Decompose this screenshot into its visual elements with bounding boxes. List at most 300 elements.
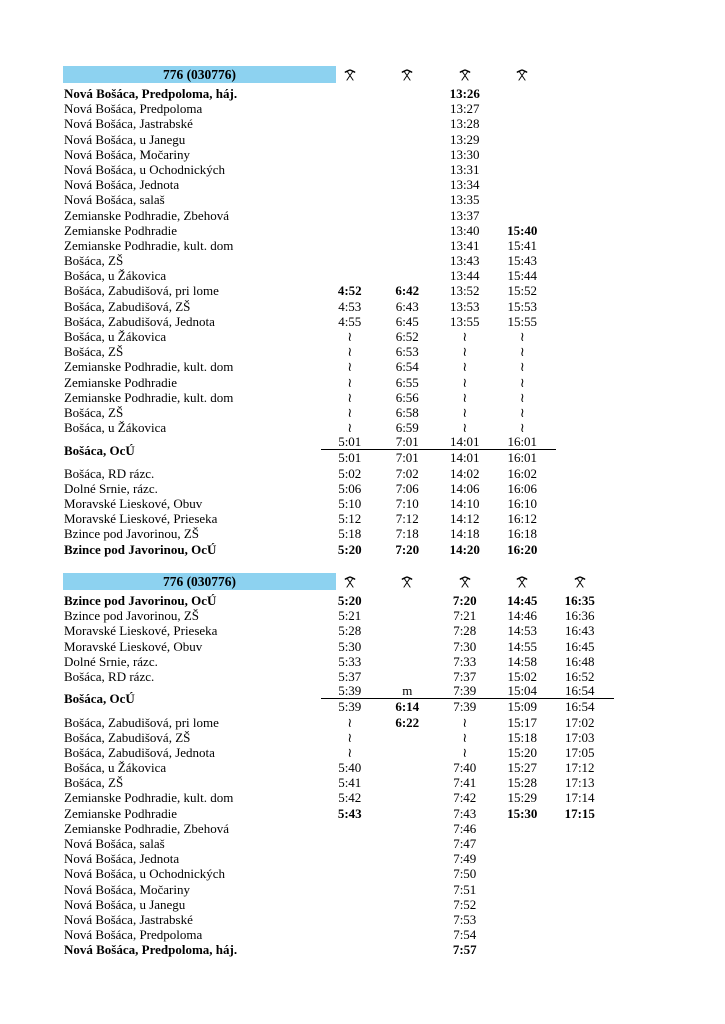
time-cell bbox=[321, 912, 379, 927]
time-cell: 7:06 bbox=[395, 480, 419, 496]
skip-symbol-cell: ≀ bbox=[519, 329, 525, 344]
time-cell: 4:52 bbox=[337, 283, 362, 299]
time-cell bbox=[494, 927, 552, 942]
time-cell bbox=[494, 192, 552, 207]
time-cell bbox=[321, 927, 379, 942]
time-cell: 16:01 bbox=[507, 450, 538, 465]
station-name: Nová Bošáca, Močariny bbox=[64, 146, 190, 162]
time-cell bbox=[551, 927, 609, 942]
timetable-row bbox=[63, 314, 556, 329]
time-cell: 14:12 bbox=[449, 511, 480, 527]
timetable-row bbox=[63, 481, 556, 496]
time-cell bbox=[494, 147, 552, 162]
station-name: Nová Bošáca, u Ochodnických bbox=[64, 161, 226, 177]
time-cell: 13:40 bbox=[449, 222, 480, 238]
station-name: Zemianske Podhradie, Zbehová bbox=[64, 207, 229, 223]
skip-symbol-cell: ≀ bbox=[347, 344, 353, 360]
station-name: Nová Bošáca, salaš bbox=[64, 192, 165, 208]
time-cell: 7:02 bbox=[395, 465, 419, 481]
time-cell: 5:01 bbox=[338, 450, 362, 465]
station-name: Bzince pod Javorinou, ZŠ bbox=[64, 526, 200, 542]
station-name: Nová Bošáca, u Ochodnických bbox=[64, 866, 226, 882]
time-cell: 7:28 bbox=[453, 623, 477, 639]
time-cell: 15:55 bbox=[507, 313, 538, 329]
time-cell bbox=[494, 912, 552, 927]
timetable-row bbox=[63, 162, 556, 177]
time-cell bbox=[379, 192, 437, 207]
time-cell bbox=[379, 775, 437, 790]
time-cell bbox=[379, 730, 437, 745]
station-name: Bošáca, Zabudišová, ZŠ bbox=[64, 729, 191, 745]
time-cell: 13:55 bbox=[449, 313, 480, 329]
skip-symbol-cell: ≀ bbox=[347, 389, 353, 405]
station-name: Bošáca, Zabudišová, Jednota bbox=[64, 744, 215, 760]
time-cell: 7:46 bbox=[453, 820, 477, 836]
skip-symbol-cell: ≀ bbox=[462, 344, 468, 360]
time-cell: 13:43 bbox=[449, 253, 480, 269]
time-cell: 7:51 bbox=[453, 881, 477, 897]
time-cell: 17:02 bbox=[564, 714, 595, 730]
time-cell bbox=[379, 101, 437, 116]
time-cell bbox=[379, 208, 437, 223]
skip-symbol-cell: ≀ bbox=[462, 359, 468, 375]
time-cell bbox=[379, 790, 437, 805]
time-cell bbox=[379, 147, 437, 162]
time-cell: 5:43 bbox=[337, 805, 362, 821]
timetable-row bbox=[63, 375, 556, 390]
station-name: Bošáca, Zabudišová, pri lome bbox=[64, 283, 219, 299]
time-cell bbox=[379, 745, 437, 760]
station-name: Bzince pod Javorinou, OcÚ bbox=[64, 593, 217, 608]
station-name: Bošáca, RD rázc. bbox=[64, 465, 155, 481]
time-cell: 13:29 bbox=[449, 131, 480, 147]
timetable-row bbox=[63, 192, 556, 207]
workdays-icon bbox=[436, 573, 494, 590]
time-cell: 13:31 bbox=[449, 161, 480, 177]
time-cell bbox=[494, 208, 552, 223]
station-name: Nová Bošáca, Jednota bbox=[64, 851, 180, 867]
time-cell bbox=[494, 86, 552, 101]
time-cell bbox=[379, 132, 437, 147]
departure-times-row bbox=[321, 699, 614, 714]
time-cell: 14:06 bbox=[449, 480, 480, 496]
skip-symbol-cell: ≀ bbox=[347, 329, 353, 344]
timetable-row bbox=[63, 466, 556, 481]
time-cell bbox=[494, 942, 552, 957]
time-cell: 13:35 bbox=[449, 192, 480, 208]
time-cell: 7:57 bbox=[452, 942, 477, 958]
time-cell bbox=[494, 851, 552, 866]
time-cell bbox=[551, 866, 609, 881]
arrival-departure-block bbox=[321, 684, 614, 714]
station-name: Bošáca, ZŠ bbox=[64, 253, 124, 269]
timetable-row bbox=[63, 730, 614, 745]
station-name: Nová Bošáca, u Janegu bbox=[64, 131, 186, 147]
time-cell: 5:39 bbox=[338, 698, 362, 714]
time-cell: 7:54 bbox=[453, 927, 477, 943]
time-cell: 13:27 bbox=[449, 101, 480, 117]
time-cell: 7:01 bbox=[395, 450, 419, 465]
timetable-row bbox=[63, 390, 556, 405]
timetable-row bbox=[63, 639, 614, 654]
time-cell: 15:02 bbox=[507, 668, 538, 684]
time-cell bbox=[551, 942, 609, 957]
station-name: Moravské Lieskové, Prieseka bbox=[64, 623, 218, 639]
workdays-icon bbox=[494, 66, 552, 83]
time-cell: 7:53 bbox=[453, 911, 477, 927]
time-cell: 16:35 bbox=[564, 593, 595, 608]
time-cell bbox=[379, 654, 437, 669]
time-cell: 5:02 bbox=[338, 465, 362, 481]
time-cell bbox=[494, 101, 552, 116]
timetable-row bbox=[63, 101, 556, 116]
time-cell: 5:21 bbox=[338, 608, 362, 624]
route-number-label: 776 (030776) bbox=[63, 66, 336, 83]
station-name: Bošáca, u Žákovica bbox=[64, 268, 167, 284]
time-cell bbox=[321, 942, 379, 957]
time-cell: 16:43 bbox=[564, 623, 595, 639]
station-name: Nová Bošáca, Predpoloma bbox=[64, 927, 203, 943]
time-cell bbox=[321, 177, 379, 192]
timetable-row bbox=[63, 715, 614, 730]
time-cell bbox=[379, 760, 437, 775]
timetable-row bbox=[63, 836, 614, 851]
station-name: Moravské Lieskové, Obuv bbox=[64, 638, 203, 654]
time-cell: 6:54 bbox=[395, 359, 419, 375]
time-cell: 7:40 bbox=[453, 760, 477, 776]
time-cell: 15:52 bbox=[507, 283, 538, 299]
time-cell: 13:28 bbox=[449, 116, 480, 132]
skip-symbol-cell: ≀ bbox=[462, 744, 468, 760]
station-name: Nová Bošáca, Jastrabské bbox=[64, 911, 193, 927]
time-cell: 14:46 bbox=[507, 608, 538, 624]
time-cell bbox=[379, 223, 437, 238]
route-header-row bbox=[63, 66, 556, 83]
time-cell bbox=[321, 147, 379, 162]
time-cell: m bbox=[402, 683, 413, 699]
station-name: Bošáca, ZŠ bbox=[64, 344, 124, 360]
station-name: Nová Bošáca, Predpoloma, háj. bbox=[64, 942, 238, 958]
station-name: Nová Bošáca, u Janegu bbox=[64, 896, 186, 912]
time-cell: 7:01 bbox=[395, 434, 419, 450]
timetable-row bbox=[63, 223, 556, 238]
station-name: Bošáca, OcÚ bbox=[64, 691, 135, 707]
timetable-outbound bbox=[63, 66, 556, 557]
departure-times-row bbox=[321, 450, 556, 465]
station-name: Nová Bošáca, salaš bbox=[64, 836, 165, 852]
time-cell: 16:20 bbox=[507, 541, 538, 557]
station-name: Nová Bošáca, Jednota bbox=[64, 177, 180, 193]
time-cell bbox=[379, 86, 437, 101]
time-cell: 17:03 bbox=[564, 729, 595, 745]
skip-symbol-cell: ≀ bbox=[462, 329, 468, 344]
time-cell: 7:21 bbox=[453, 608, 477, 624]
time-cell: 5:42 bbox=[338, 790, 362, 806]
timetable-row bbox=[63, 593, 614, 608]
station-name: Bošáca, ZŠ bbox=[64, 404, 124, 420]
time-cell: 15:40 bbox=[507, 222, 538, 238]
time-cell bbox=[494, 882, 552, 897]
time-cell: 16:06 bbox=[507, 480, 538, 496]
time-cell bbox=[494, 821, 552, 836]
route-number-label: 776 (030776) bbox=[63, 573, 336, 590]
time-cell bbox=[321, 821, 379, 836]
time-cell: 6:42 bbox=[395, 283, 420, 299]
timetable-row bbox=[63, 86, 556, 101]
time-cell bbox=[321, 238, 379, 253]
time-cell bbox=[379, 927, 437, 942]
workdays-icon bbox=[321, 66, 379, 83]
timetable-row bbox=[63, 942, 614, 957]
time-cell: 15:30 bbox=[507, 805, 538, 821]
time-cell: 15:27 bbox=[507, 760, 538, 776]
time-cell: 16:48 bbox=[564, 653, 595, 669]
station-name: Bošáca, Zabudišová, Jednota bbox=[64, 313, 215, 329]
time-cell bbox=[379, 897, 437, 912]
time-cell: 6:56 bbox=[395, 389, 419, 405]
time-cell: 7:18 bbox=[395, 526, 419, 542]
time-cell bbox=[379, 821, 437, 836]
skip-symbol-cell: ≀ bbox=[519, 420, 525, 436]
time-cell: 14:02 bbox=[449, 465, 480, 481]
time-cell: 13:34 bbox=[449, 177, 480, 193]
time-cell: 15:17 bbox=[507, 714, 538, 730]
skip-symbol-cell: ≀ bbox=[347, 359, 353, 375]
time-cell: 5:20 bbox=[337, 541, 362, 557]
skip-symbol-cell: ≀ bbox=[347, 714, 353, 730]
time-cell bbox=[551, 897, 609, 912]
timetable-row bbox=[63, 927, 614, 942]
timetable-row bbox=[63, 511, 556, 526]
time-cell: 17:12 bbox=[564, 760, 595, 776]
time-cell bbox=[551, 821, 609, 836]
time-cell bbox=[551, 882, 609, 897]
time-cell bbox=[379, 836, 437, 851]
time-cell: 16:12 bbox=[507, 511, 538, 527]
time-cell: 4:55 bbox=[338, 313, 362, 329]
time-cell bbox=[321, 882, 379, 897]
time-cell bbox=[379, 268, 437, 283]
timetable-row bbox=[63, 790, 614, 805]
station-name: Bošáca, Zabudišová, pri lome bbox=[64, 714, 219, 730]
skip-symbol-cell: ≀ bbox=[519, 359, 525, 375]
time-cell: 14:20 bbox=[449, 541, 480, 557]
skip-symbol-cell: ≀ bbox=[462, 714, 468, 730]
time-cell: 5:41 bbox=[338, 775, 362, 791]
time-cell: 15:53 bbox=[507, 298, 538, 314]
time-cell: 16:18 bbox=[507, 526, 538, 542]
time-cell: 15:29 bbox=[507, 790, 538, 806]
time-cell bbox=[321, 132, 379, 147]
route-header-row bbox=[63, 573, 614, 590]
timetable-row bbox=[63, 208, 556, 223]
time-cell bbox=[321, 86, 379, 101]
time-cell: 16:54 bbox=[564, 683, 595, 699]
time-cell: 14:01 bbox=[449, 434, 480, 450]
time-cell: 6:59 bbox=[395, 420, 419, 436]
timetable-row bbox=[63, 299, 556, 314]
time-cell bbox=[379, 942, 437, 957]
timetable-row bbox=[63, 268, 556, 283]
time-cell: 4:53 bbox=[338, 298, 362, 314]
timetable-row bbox=[63, 405, 556, 420]
workdays-icon bbox=[379, 66, 437, 83]
timetable-row bbox=[63, 882, 614, 897]
time-cell: 14:18 bbox=[449, 526, 480, 542]
time-cell: 6:58 bbox=[395, 404, 419, 420]
time-cell: 15:09 bbox=[507, 698, 538, 714]
time-cell: 17:15 bbox=[564, 805, 595, 821]
timetable-row bbox=[63, 359, 556, 374]
skip-symbol-cell: ≀ bbox=[347, 729, 353, 745]
time-cell bbox=[321, 116, 379, 131]
skip-symbol-cell: ≀ bbox=[347, 374, 353, 390]
station-name: Moravské Lieskové, Prieseka bbox=[64, 511, 218, 527]
station-name: Nová Bošáca, Predpoloma bbox=[64, 101, 203, 117]
time-cell: 16:02 bbox=[507, 465, 538, 481]
workdays-icon bbox=[436, 66, 494, 83]
time-cell: 7:33 bbox=[453, 653, 477, 669]
timetable-row bbox=[63, 116, 556, 131]
time-cell: 5:40 bbox=[338, 760, 362, 776]
time-cell: 16:45 bbox=[564, 638, 595, 654]
timetable-row bbox=[63, 623, 614, 638]
station-name: Nová Bošáca, Predpoloma, háj. bbox=[64, 86, 238, 101]
skip-symbol-cell: ≀ bbox=[519, 344, 525, 360]
time-cell: 14:58 bbox=[507, 653, 538, 669]
timetable-row bbox=[63, 775, 614, 790]
arrival-times-row bbox=[321, 684, 614, 699]
station-name: Dolné Srnie, rázc. bbox=[64, 653, 158, 669]
time-cell: 7:39 bbox=[453, 698, 477, 714]
station-name: Bošáca, Zabudišová, ZŠ bbox=[64, 298, 191, 314]
timetable-row bbox=[63, 329, 556, 344]
timetable-row bbox=[63, 132, 556, 147]
timetable-row bbox=[63, 821, 614, 836]
time-cell: 13:30 bbox=[449, 146, 480, 162]
time-cell: 7:47 bbox=[453, 836, 477, 852]
timetable-row bbox=[63, 344, 556, 359]
timetable-row bbox=[63, 654, 614, 669]
workdays-icon bbox=[494, 573, 552, 590]
station-name: Zemianske Podhradie bbox=[64, 222, 177, 238]
time-cell: 7:49 bbox=[453, 851, 477, 867]
timetable-row bbox=[63, 147, 556, 162]
time-cell bbox=[379, 912, 437, 927]
station-name: Zemianske Podhradie, kult. dom bbox=[64, 237, 234, 253]
time-cell: 5:30 bbox=[338, 638, 362, 654]
time-cell: 5:37 bbox=[338, 668, 362, 684]
skip-symbol-cell: ≀ bbox=[462, 420, 468, 436]
time-cell bbox=[379, 806, 437, 821]
time-cell: 14:01 bbox=[449, 450, 480, 465]
station-name: Bošáca, u Žákovica bbox=[64, 760, 167, 776]
station-name: Bošáca, u Žákovica bbox=[64, 329, 167, 344]
timetable-row bbox=[63, 897, 614, 912]
time-cell bbox=[551, 836, 609, 851]
time-cell bbox=[321, 208, 379, 223]
timetable-row bbox=[63, 177, 556, 192]
time-cell bbox=[321, 253, 379, 268]
station-name: Dolné Srnie, rázc. bbox=[64, 480, 158, 496]
time-cell bbox=[494, 836, 552, 851]
time-cell bbox=[321, 101, 379, 116]
station-name: Bzince pod Javorinou, ZŠ bbox=[64, 608, 200, 624]
timetable-row bbox=[63, 745, 614, 760]
station-name: Bošáca, OcÚ bbox=[64, 442, 135, 458]
timetable-row bbox=[63, 283, 556, 298]
time-cell bbox=[494, 897, 552, 912]
workdays-icon bbox=[321, 573, 379, 590]
time-cell bbox=[321, 223, 379, 238]
station-name: Zemianske Podhradie, kult. dom bbox=[64, 389, 234, 405]
time-cell: 17:05 bbox=[564, 744, 595, 760]
station-name: Bošáca, RD rázc. bbox=[64, 668, 155, 684]
time-cell: 13:44 bbox=[449, 268, 480, 284]
time-cell: 14:55 bbox=[507, 638, 538, 654]
time-cell: 13:41 bbox=[449, 237, 480, 253]
time-cell: 7:10 bbox=[395, 496, 419, 512]
timetable-row bbox=[63, 806, 614, 821]
time-cell bbox=[379, 669, 437, 684]
timetable-return bbox=[63, 573, 614, 958]
timetable-row-arrival-departure bbox=[63, 435, 556, 465]
time-cell: 7:20 bbox=[395, 541, 420, 557]
skip-symbol-cell: ≀ bbox=[347, 744, 353, 760]
time-cell: 5:12 bbox=[338, 511, 362, 527]
time-cell bbox=[379, 851, 437, 866]
station-name: Bošáca, u Žákovica bbox=[64, 420, 167, 436]
skip-symbol-cell: ≀ bbox=[519, 404, 525, 420]
time-cell: 17:13 bbox=[564, 775, 595, 791]
time-cell: 5:06 bbox=[338, 480, 362, 496]
time-cell: 7:37 bbox=[453, 668, 477, 684]
time-cell bbox=[379, 253, 437, 268]
workdays-icon bbox=[379, 573, 437, 590]
time-cell: 15:28 bbox=[507, 775, 538, 791]
station-name: Zemianske Podhradie bbox=[64, 805, 177, 821]
time-cell: 6:43 bbox=[395, 298, 419, 314]
skip-symbol-cell: ≀ bbox=[519, 389, 525, 405]
time-cell bbox=[379, 882, 437, 897]
arrival-times-row bbox=[321, 435, 556, 450]
time-cell bbox=[494, 866, 552, 881]
skip-symbol-cell: ≀ bbox=[347, 404, 353, 420]
timetable-row bbox=[63, 526, 556, 541]
time-cell: 7:42 bbox=[453, 790, 477, 806]
time-cell: 6:53 bbox=[395, 344, 419, 360]
time-cell bbox=[379, 608, 437, 623]
timetable-row bbox=[63, 912, 614, 927]
timetable-row bbox=[63, 253, 556, 268]
time-cell bbox=[321, 897, 379, 912]
timetable-row bbox=[63, 851, 614, 866]
workdays-icon bbox=[551, 573, 609, 590]
time-cell: 5:20 bbox=[337, 593, 362, 608]
time-cell bbox=[379, 866, 437, 881]
time-cell: 14:45 bbox=[507, 593, 538, 608]
time-cell bbox=[379, 238, 437, 253]
skip-symbol-cell: ≀ bbox=[347, 420, 353, 436]
time-cell: 7:43 bbox=[453, 805, 477, 821]
skip-symbol-cell: ≀ bbox=[462, 729, 468, 745]
timetable-row-arrival-departure bbox=[63, 684, 614, 714]
time-cell: 16:52 bbox=[564, 668, 595, 684]
time-cell bbox=[494, 177, 552, 192]
time-cell bbox=[379, 593, 437, 608]
time-cell: 6:22 bbox=[395, 714, 420, 730]
station-name: Bošáca, ZŠ bbox=[64, 775, 124, 791]
